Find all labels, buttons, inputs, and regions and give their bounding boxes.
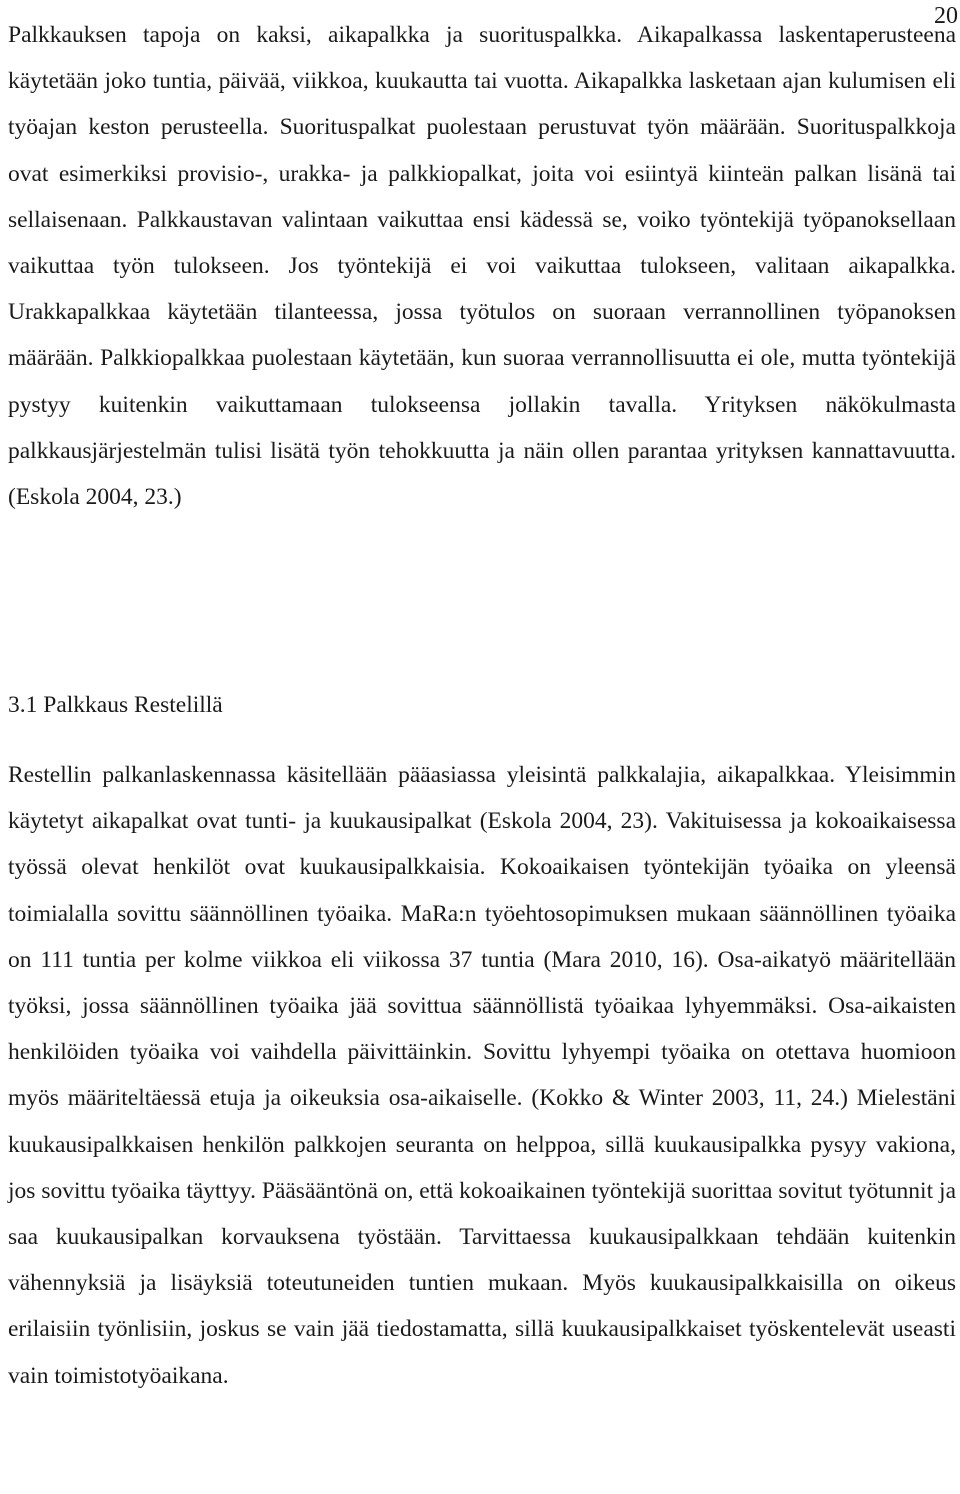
page-number: 20	[934, 3, 958, 29]
body-paragraph: Palkkauksen tapoja on kaksi, aikapalkka ja suorituspalkka. Aikapalkassa laskentaperusteena käytetään joko tuntia, päivää, viikkoa, kuukautta tai vuotta. Aikapalkka lasketaan ajan kulumisen eli työajan keston perusteella. Suorituspalkat puolestaan perustuvat työn määrään. Suorituspalkkoja ovat esimerkiksi provisio-, urakka- ja palkkiopalkat, joita voi esiintyä kiinteän palkan lisänä tai sellaisenaan. Palkkaustavan valintaan vaikuttaa ensi kädessä se, voiko työntekijä työpanoksellaan vaikuttaa työn tulokseen. Jos työntekijä ei voi vaikuttaa tulokseen, valitaan aikapalkka. Urakkapalkkaa käytetään tilanteessa, jossa työtulos on suoraan verrannollinen työpanoksen määrään. Palkkiopalkkaa puolestaan käytetään, kun suoraa verrannollisuutta ei ole, mutta työntekijä pystyy kuitenkin vaikuttamaan tulokseensa jollakin tavalla. Yrityksen näkökulmasta palkkausjärjestelmän tulisi lisätä työn tehokkuutta ja näin ollen parantaa yrityksen kannattavuutta. (Eskola 2004, 23.)	[8, 22, 956, 511]
body-paragraph: Restellin palkanlaskennassa käsitellään pääasiassa yleisintä palkkalajia, aikapalkkaa. Yleisimmin käytetyt aikapalkat ovat tunti- ja kuukausipalkat (Eskola 2004, 23). Vakituisessa ja kokoaikaisessa työssä olevat henkilöt ovat kuukausipalkkaisia. Kokoaikaisen työntekijän työaika on yleensä toimialalla sovittu säännöllinen työaika. MaRa:n työehtosopimuksen mukaan säännöllinen työaika on 111 tuntia per kolme viikkoa eli viikossa 37 tuntia (Mara 2010, 16). Osa-aikatyö määritellään työksi, jossa säännöllinen työaika jää sovittua säännöllistä työaikaa lyhyemmäksi. Osa-aikaisten henkilöiden työaika voi vaihdella päivittäinkin. Sovittu lyhyempi työaika on otettava huomioon myös määriteltäessä etuja ja oikeuksia osa-aikaiselle. (Kokko & Winter 2003, 11, 24.) Mielestäni kuukausipalkkaisen henkilön palkkojen seuranta on helppoa, sillä kuukausipalkka pysyy vakiona, jos sovittu työaika täyttyy. Pääsääntönä on, että kokoaikainen työntekijä suorittaa sovitut työtunnit ja saa kuukausipalkan korvauksena työstään. Tarvittaessa kuukausipalkkaan tehdään kuitenkin vähennyksiä ja lisäyksiä toteutuneiden tuntien mukaan. Myös kuukausipalkkaisilla on oikeus erilaisiin työnlisiin, joskus se vain jää tiedostamatta, sillä kuukausipalkkaiset työskentelevät useasti vain toimistotyöaikana.	[8, 762, 956, 1389]
section-heading: 3.1 Palkkaus Restelillä	[8, 692, 223, 718]
